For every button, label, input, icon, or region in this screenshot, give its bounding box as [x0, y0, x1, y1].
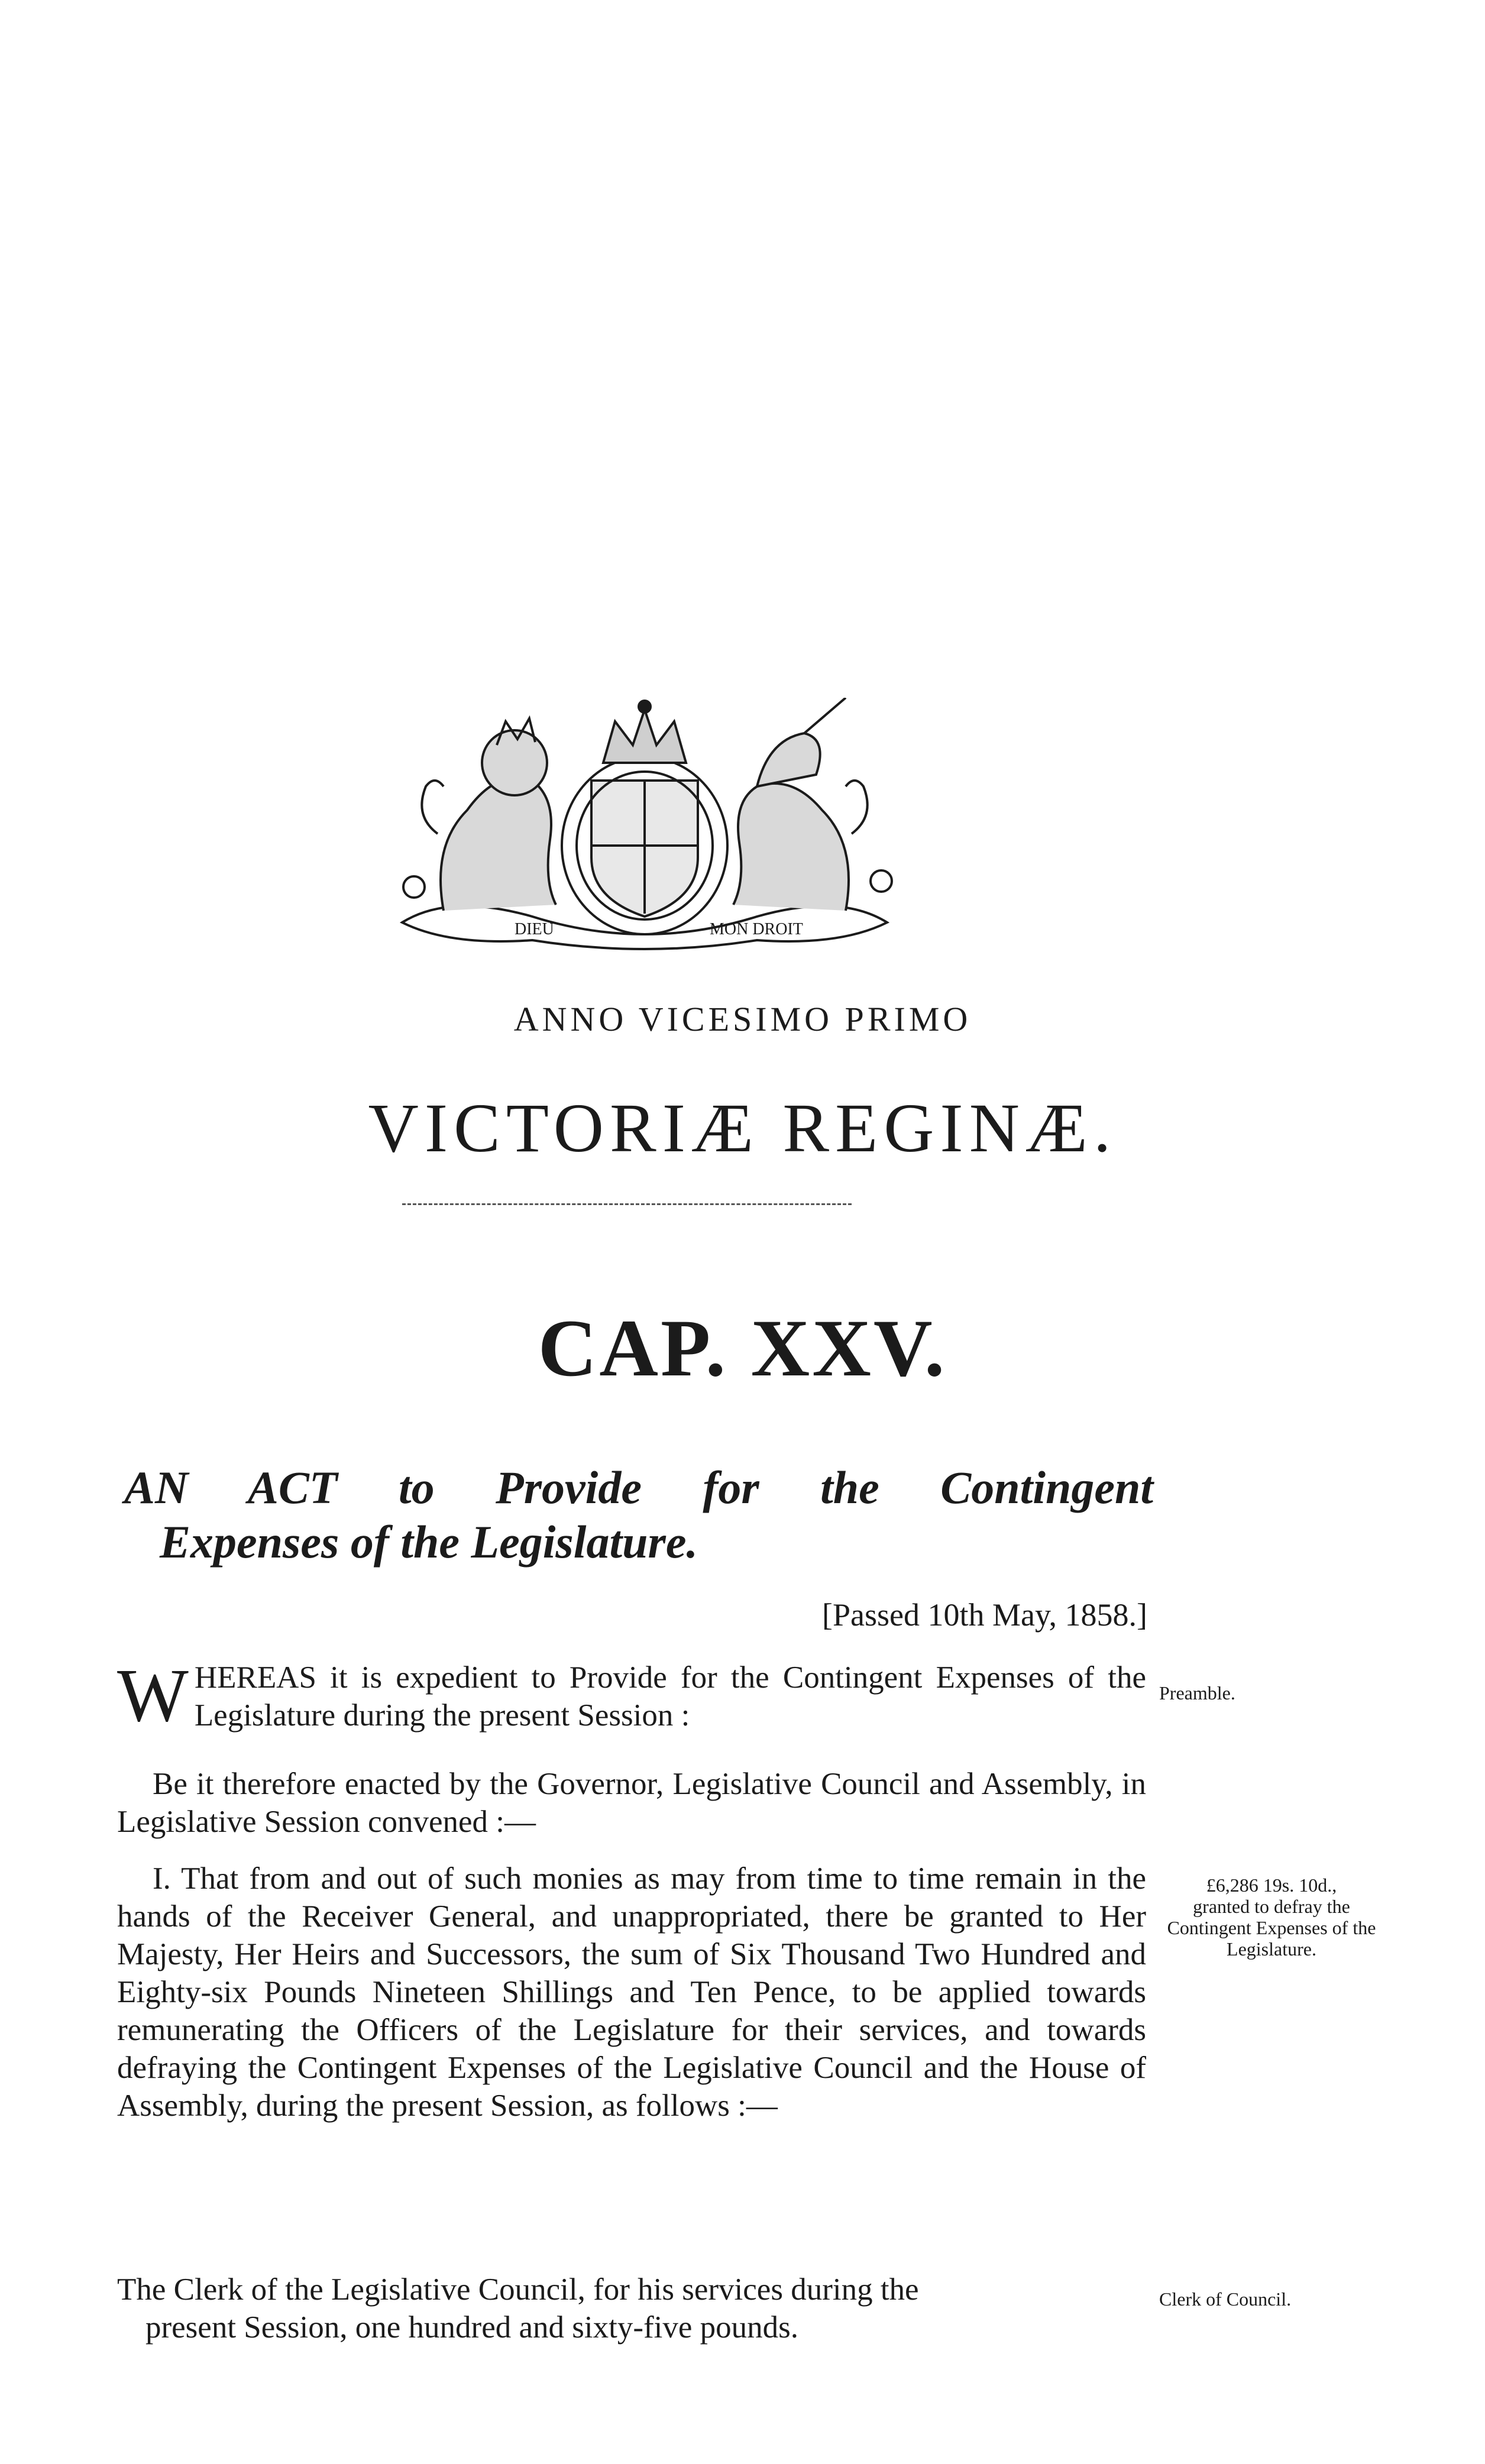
margin-note-clerk: Clerk of Council. — [1159, 2288, 1292, 2310]
crest-motto-right: MON DROIT — [710, 920, 803, 938]
clerk-provision-line-1: The Clerk of the Legislative Council, for his services during the — [117, 2272, 919, 2307]
coat-of-arms-icon — [378, 698, 911, 958]
enacting-clause: Be it therefore enacted by the Governor, Legislative Council and Assembly, in Legislative Session convened :— — [117, 1767, 1146, 1839]
passed-date: [Passed 10th May, 1858.] — [822, 1597, 1147, 1633]
chapter-number: CAP. XXV. — [538, 1303, 947, 1393]
act-title-line-1: AN ACT to Provide for the Contingent — [124, 1462, 1153, 1513]
sovereign-heading: VICTORIÆ REGINÆ. — [368, 1089, 1117, 1167]
act-title-line-2: Expenses of the Legislature. — [160, 1516, 698, 1568]
margin-note-grant-text: granted to defray the Contingent Expenses of the Legislature. — [1167, 1896, 1376, 1960]
divider-rule — [402, 1203, 852, 1205]
clerk-provision — [117, 2271, 1146, 2346]
drop-cap: W — [117, 1653, 189, 1737]
section-one: I. That from and out of such monies as may from time to time remain in the hands of the Receiver General, and unappropriated, there be granted to Her Majesty, Her Heirs and Successors, the sum of Six Thousand Two Hundred and Eighty-six Pounds Nineteen Shillings and Ten Pence, to be applied towards remunerating the Officers of the Legislature for their services, and towards defraying the Contingent Expenses of the Legislative Council and the House of Assembly, during the present Session, as follows :— — [117, 1861, 1146, 2123]
regnal-year-heading: ANNO VICESIMO PRIMO — [513, 1000, 972, 1038]
margin-note-grant — [1159, 1874, 1384, 1960]
preamble-paragraph — [117, 1653, 1146, 1737]
margin-note-grant-amount: £6,286 19s. 10d., — [1206, 1874, 1337, 1896]
margin-note-preamble: Preamble. — [1159, 1682, 1235, 1704]
preamble-text: HEREAS it is expedient to Provide for the Contingent Expenses of the Legislature during the present Session : — [194, 1660, 1146, 1733]
crest-motto-left: DIEU — [515, 920, 554, 938]
clerk-provision-line-2: present Session, one hundred and sixty-five pounds. — [145, 2310, 798, 2345]
act-title — [124, 1461, 1153, 1569]
